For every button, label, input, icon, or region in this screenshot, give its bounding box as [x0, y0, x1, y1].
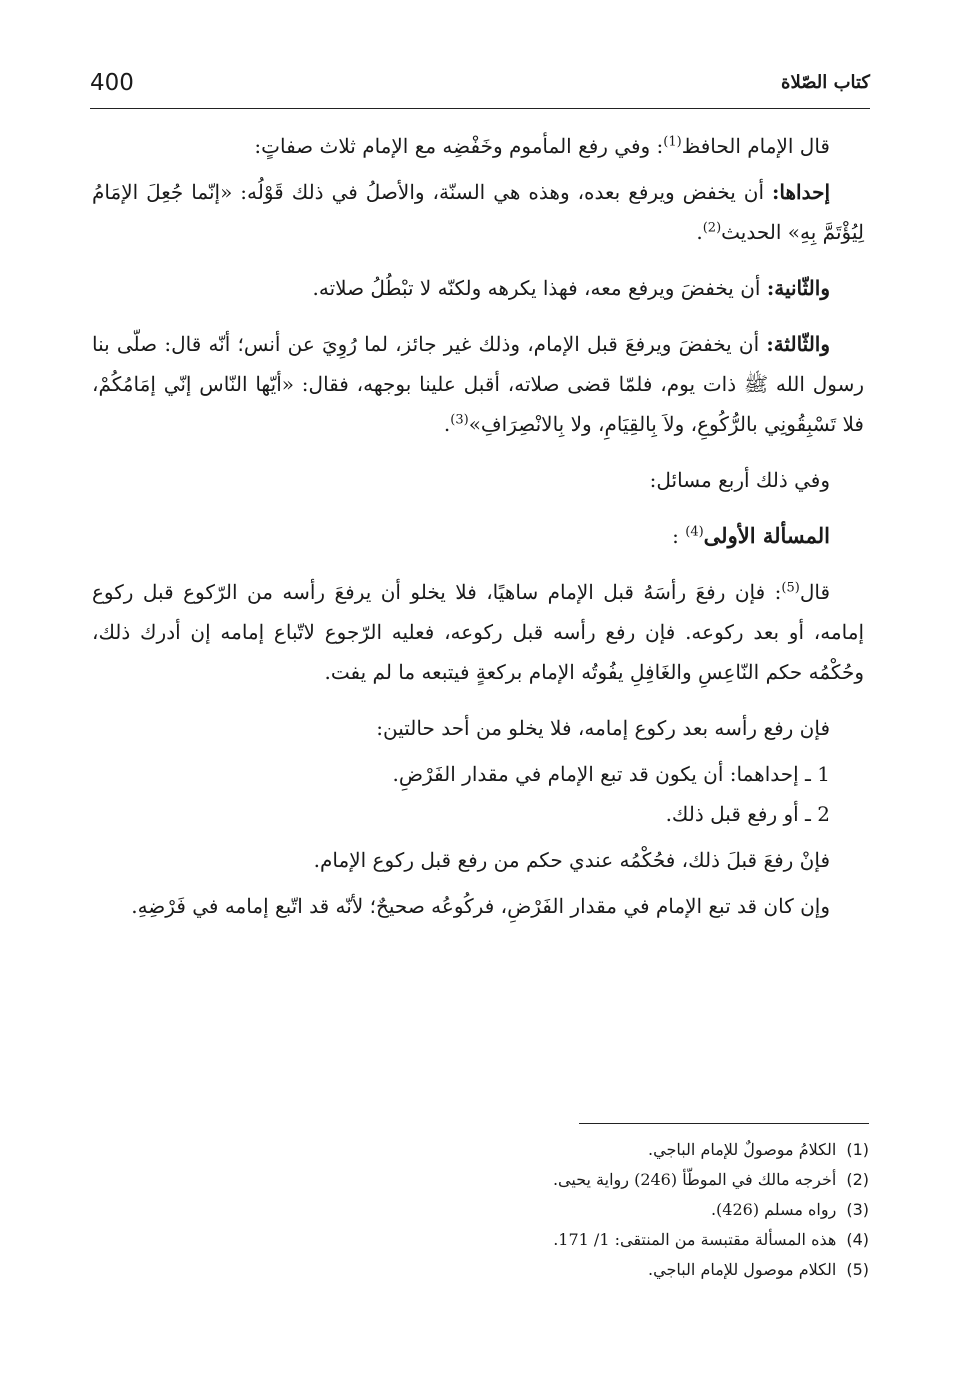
footnote: [269, 1165, 869, 1195]
footnote-text: أخرجه مالك في الموطّأ (246) رواية يحيى.: [552, 1170, 837, 1189]
footnote-number: (4): [846, 1230, 869, 1249]
footnote-number: (2): [846, 1170, 869, 1189]
paragraph-label: والثّانية:: [766, 276, 830, 300]
footnote-text: رواه مسلم (426).: [710, 1200, 837, 1219]
footnote: [269, 1195, 869, 1225]
footnote-divider: [579, 1123, 869, 1124]
paragraph-second: والثّانية: أن يخفضَ ويرفع معه، فهذا يكرهه ولكنّه لا تبْطُلُ صلاته.: [312, 276, 830, 300]
paragraph-label: والثّالثة:: [766, 332, 830, 356]
footnote-text: الكلامُ موصولٌ للإمام الباجي.: [648, 1140, 837, 1159]
paragraph-issues: وفي ذلك أربع مسائل:: [649, 468, 830, 492]
footnote-ref: (4): [685, 524, 704, 540]
main-text: [92, 126, 864, 926]
footnote-number: (1): [846, 1140, 869, 1159]
paragraph-before: فإنْ رفعَ قبلَ ذلك، فحُكْمُه عندي حكم من رفع قبل ركوع الإمام.: [313, 848, 830, 872]
header-divider: [90, 108, 870, 109]
section-heading: المسألة الأولى$^{(4)}$ :: [672, 523, 830, 548]
paragraph-intro: قال الإمام الحافظ$^{(1)}$: وفي رفع المأموم وخَفْضِه مع الإمام ثلاث صفاتٍ:: [254, 134, 830, 158]
list-item: 2 ـ أو رفع قبل ذلك.: [665, 802, 830, 826]
page-number: 400: [90, 70, 134, 96]
footnote-text: الكلام موصول للإمام الباجي.: [648, 1260, 837, 1279]
paragraph-label: إحداها:: [772, 180, 830, 204]
footnote-number: (5): [846, 1260, 869, 1279]
footnotes: [269, 1135, 869, 1285]
footnote-number: (3): [846, 1200, 869, 1219]
list-item: 1 ـ إحداهما: أن يكون قد تبع الإمام في مقدار الفَرْضِ.: [392, 762, 830, 786]
running-title: كتاب الصّلاة: [781, 72, 870, 93]
paragraph-cases: فإن رفع رأسه بعد ركوع إمامه، فلا يخلو من أحد حالتين:: [376, 716, 830, 740]
footnote-ref: (3): [450, 412, 469, 428]
paragraph-third: والثّالثة: أن يخفضَ ويرفعَ قبل الإمام، وذلك غير جائز، لما رُوِيَ عن أنس؛ أنّه قال: صلّى بنا رسول الله ﷺ ذات يوم، فلمّا قضى صلاته، أقبل علينا بوجهه، فقال: «أيّها النّاس إنّي إمَامُكُمْ، فلا تَسْبِقُونِي بالرُّكُوعِ، ولاَ بِالقِيَامِ، ولا بِالانْصِرَافِ»$^{(3)}$.: [92, 332, 864, 436]
footnote: [269, 1135, 869, 1165]
footnote-ref: (1): [663, 134, 682, 150]
footnote-ref: (5): [781, 580, 800, 596]
paragraph-first: إحداها: أن يخفض ويرفع بعده، وهذه هي السنّة، والأصلُ في ذلك قَوْلُه: «إنّما جُعِلَ الإمَامُ لِيُؤْتَمَّ بِهِ» الحديث$^{(2)}$.: [92, 180, 864, 244]
paragraph-ruling: قال$^{(5)}$: فإن رفعَ رأسَهُ قبل الإمام ساهيًا، فلا يخلو أن يرفعَ رأسه من الرّكوع قبل ركوع إمامه، أو بعد ركوعه. فإن رفع رأسه قبل ركوعه، فعليه الرّجوع لاتّباع إمامه إن أدرك ذلك، وحُكْمُه حكم النّاعِسِ والغَافِلِ يفُوتُه الإمام بركعةٍ فيتبعه ما لم يفت.: [92, 580, 864, 684]
footnote-text: هذه المسألة مقتبسة من المنتقى: 1/ 171.: [553, 1230, 837, 1249]
footnote: [269, 1225, 869, 1255]
footnote: [269, 1255, 869, 1285]
page-header: [90, 70, 870, 100]
paragraph-after: وإن كان قد تبع الإمام في مقدار الفَرْضِ، فركُوعُه صحيحٌ؛ لأنّه قد اتّبع إمامه في فَرْضِهِ.: [131, 894, 830, 918]
footnote-ref: (2): [702, 220, 722, 236]
